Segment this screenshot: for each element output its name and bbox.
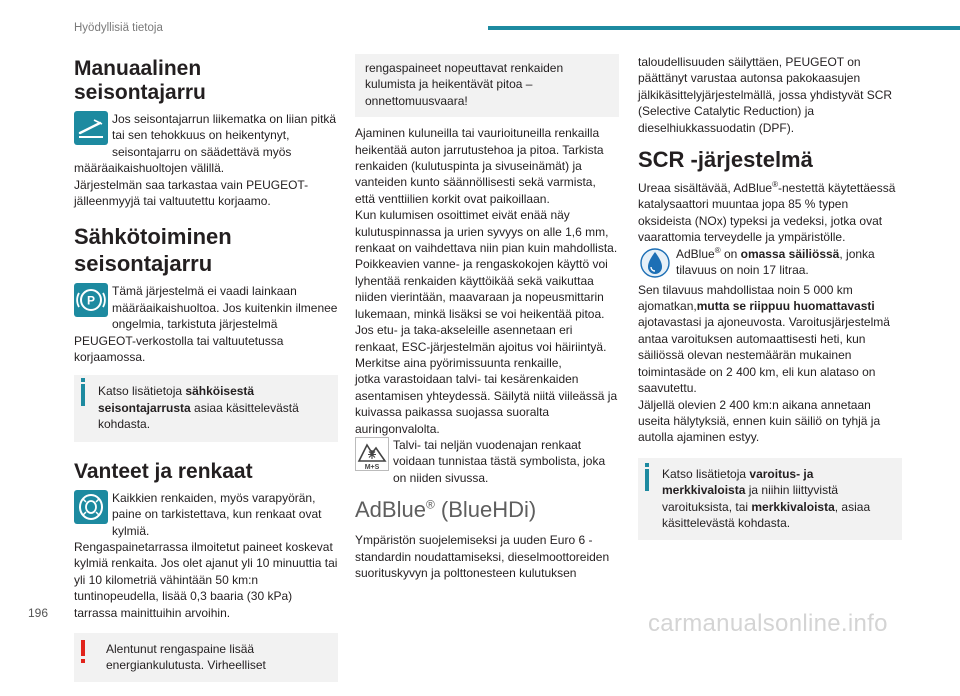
icon-paragraph-text: Kaikkien renkaiden, myös varapyörän, paine on tarkistettava, kun renkaat ovat: [112, 490, 322, 522]
paragraph: Ajaminen kuluneilla tai vaurioituneilla renkailla heikentää auton jarrutustehoa ja pitoa. Tarkista renkaiden (kulutuspinta ja sivuseinämät) ja vanteiden kunto säännöllisesti sekä varmista, että venttiilien korkit ovat paikoillaan.: [355, 126, 604, 206]
paragraph: [74, 111, 338, 177]
paragraph: [638, 246, 902, 279]
watermark: carmanualsonline.info: [648, 610, 888, 637]
info-box-text: [648, 466, 894, 532]
paragraph-bold: mutta se riippuu huomattavasti: [696, 299, 875, 314]
mountain-snowflake-ms-icon: [355, 437, 389, 471]
ms-label: M+S: [364, 463, 380, 471]
info-text: Katso lisätietoja: [662, 466, 750, 481]
heading-manual-parking-brake: Manuaalinen seisontajarru: [74, 57, 206, 104]
icon-paragraph-text: AdBlue: [676, 246, 715, 261]
paragraph: [638, 282, 902, 397]
page-number: 196: [28, 606, 49, 620]
info-box: [638, 458, 902, 541]
paragraph: Merkitse aina pyörimissuunta renkaille,: [355, 355, 562, 370]
info-box-text: [84, 383, 330, 432]
paragraph: Jos etu- ja taka-akseleille asennetaan eri renkaat, ESC-järjestelmän ajoitus voi häiriintyä.: [355, 323, 607, 354]
paragraph: [355, 437, 619, 486]
paragraph: Jäljellä olevien 2 400 km:n aikana annetaan useita hälytyksiä, ennen kuin säiliö on tyhjä ja autolla ajaminen estyy.: [638, 397, 881, 445]
info-icon: [81, 384, 85, 406]
paragraph-text: -nestettä käytettäessä katalysaattori muuntaa jopa 85 % typen oksideista (NOx) typeksi ja vedeksi, jotka ovat vaarattomia terveydelle ja ympäristölle.: [638, 181, 896, 245]
registered-mark: ®: [714, 245, 721, 255]
paragraph: [74, 283, 338, 365]
paragraph: [638, 180, 902, 246]
info-box: [74, 375, 338, 441]
registered-mark: ®: [772, 180, 778, 190]
info-text-bold: sähköisestä seisontajarrusta: [98, 384, 255, 415]
warning-box-continued: [355, 54, 619, 117]
heading-wheels-tyres: Vanteet ja renkaat: [74, 459, 253, 483]
heading-text: AdBlue: [355, 497, 426, 523]
info-text-bold: varoitus- ja merkkivaloista: [662, 466, 814, 498]
info-text: , asiaa käsittelevästä kohdasta.: [662, 499, 871, 530]
paragraph-text: kylmiä.: [112, 523, 150, 538]
warning-icon: [81, 640, 85, 656]
paragraph-text: seisontajarru on säädettävä myös määräaikaishuoltojen välillä.: [74, 144, 292, 176]
section-header: Hyödyllisiä tietoja: [74, 22, 163, 34]
paragraph: [74, 490, 338, 539]
warning-box: [74, 633, 338, 682]
paragraph-text: Sen tilavuus mahdollistaa noin 5 000 km ajomatkan,: [638, 282, 853, 314]
info-text: Katso lisätietoja: [98, 384, 186, 399]
heading-scr-system: SCR -järjestelmä: [638, 147, 813, 173]
heading-electric-parking-brake: Sähkötoiminen seisontajarru: [74, 224, 232, 277]
paragraph: Ympäristön suojelemiseksi ja uuden Euro 6 -standardin noudattamiseksi, dieselmoottoreiden suorituskyvyn ja polttonesteen kulutuksen: [355, 533, 610, 580]
electric-parking-brake-icon: [74, 283, 108, 317]
icon-paragraph-text: , jonka tilavuus on noin 17 litraa.: [676, 246, 875, 278]
column-1: [74, 54, 338, 696]
icon-paragraph-bold: omassa säiliössä: [740, 246, 840, 261]
paragraph: Poikkeavien vanne- ja rengaskokojen käyttö voi lyhentää renkaiden käyttöikää sekä vaikuttaa niiden vierintään, maavaraan ja nopeusmittarin lukemaan, minkä lisäksi se voi heikentää pitoa.: [355, 257, 608, 321]
paragraph: Järjestelmän saa tarkastaa vain PEUGEOT-jälleenmyyjä tai valtuutettu korjaamo.: [74, 177, 309, 209]
paragraph: jotka varastoidaan talvi- tai kesärenkaiden asentamisen yhteydessä. Säilytä niitä viileässä ja kuivassa paikassa suojassa suoralta auringonvalolta.: [355, 372, 618, 436]
adblue-tank-icon: [638, 246, 672, 280]
paragraph: Rengaspainetarrassa ilmoitetut paineet koskevat kylmiä renkaita. Jos olet ajanut yli 10 minuuttia tai yli 10 kilometriä vähintään 50 km:n tuntinopeudella, lisää 0,3 baaria (30 kPa) tarrassa mainittuihin arvoihin.: [74, 539, 338, 620]
warning-box-text: Alentunut rengaspaine lisää energiankulutusta. Virheelliset: [106, 641, 266, 673]
icon-paragraph-text: Tämä järjestelmä ei vaadi lainkaan määräaikaishuoltoa. Jos kuitenkin: [112, 284, 297, 315]
column-3: [638, 54, 902, 554]
warning-continued-text: rengaspaineet nopeuttavat renkaiden kulumista ja heikentävät pitoa – onnettomuusvaara!: [365, 61, 564, 108]
paragraph: Kun kulumisen osoittimet eivät enää näy kulutuspinnassa ja urien syvyys on alle 1,6 mm, renkaat on vaihdettava niin pian kuin mahdollista.: [355, 208, 618, 256]
info-text: ja niihin liittyvistä varoituksista, tai: [662, 483, 839, 514]
header-accent-bar: [488, 26, 960, 30]
paragraph-text: ajotavastasi ja ajoneuvosta. Varoitusjärjestelmä antaa varoituksen automaattisesti heti, kun säiliössä olevan nestemäärän mukainen toimintasäde on 2 400 km, eli kun alataso on saavutettu.: [638, 315, 890, 396]
tyre-icon: [74, 490, 108, 524]
paragraph: taloudellisuuden säilyttäen, PEUGEOT on päättänyt varustaa autonsa pakokaasujen jälkikäsittelyjärjestelmällä, jossa yhdistyvät SCR (Selective Catalytic Reduction) ja dieselhiukkassuodatin (DPF).: [638, 55, 893, 135]
svg-text:P: P: [86, 293, 96, 308]
info-text-bold: merkkivaloista: [751, 499, 835, 514]
heading-adblue: [355, 496, 619, 524]
column-2: [355, 54, 619, 581]
icon-paragraph-text: Jos seisontajarrun liikematka on liian pitkä tai sen tehokkuus on heikentynyt,: [112, 112, 337, 143]
icon-paragraph-text: on: [720, 246, 741, 261]
info-icon: [645, 469, 649, 491]
parking-brake-lever-icon: [74, 111, 108, 145]
paragraph-text: ilmenee ongelmia, tarkistuta järjestelmä PEUGEOT-verkostolla tai valtuutetussa korjaamossa.: [74, 300, 338, 365]
icon-paragraph-text: Talvi- tai neljän vuodenajan renkaat voidaan tunnistaa tästä symbolista, joka on niiden sivussa.: [393, 437, 606, 485]
heading-text: (BlueHDi): [434, 497, 537, 523]
info-text: asiaa käsittelevästä kohdasta.: [98, 400, 299, 432]
paragraph-text: Ureaa sisältävää, AdBlue: [638, 181, 773, 196]
registered-mark: ®: [425, 497, 435, 512]
